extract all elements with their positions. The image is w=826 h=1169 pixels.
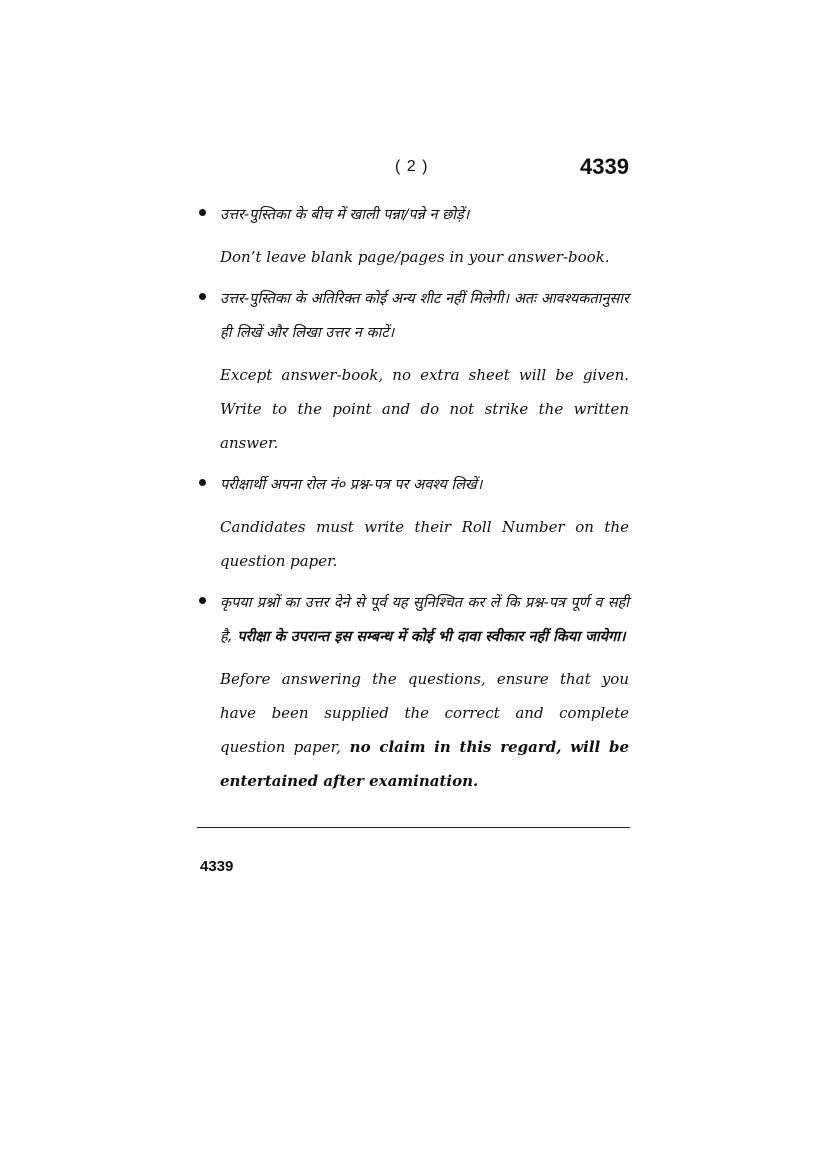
- instruction-hindi: [220, 282, 629, 350]
- instruction-english-text: Don’t leave blank page/pages in your answer-book.: [220, 248, 610, 266]
- instruction-english: [220, 358, 629, 460]
- instruction-english-text: Except answer-book, no extra sheet will be given. Write to the point and do not strike the written answer.: [220, 366, 629, 452]
- bullet-icon: [199, 597, 206, 604]
- instruction-item: [197, 468, 629, 578]
- bullet-icon: [199, 293, 206, 300]
- instruction-hindi-bold-text: परीक्षा के उपरान्त इस सम्बन्ध में कोई भी दावा स्वीकार नहीं किया जायेगा।: [232, 629, 626, 645]
- bullet-icon: [199, 479, 206, 486]
- instruction-hindi-text: उत्तर-पुस्तिका के बीच में खाली पन्ना/पन्ने न छोड़ें।: [220, 207, 470, 223]
- instruction-hindi: [220, 468, 629, 502]
- instruction-hindi: [220, 586, 629, 654]
- bullet-icon: [199, 209, 206, 216]
- instruction-item: [197, 198, 629, 274]
- instruction-hindi-text: परीक्षार्थी अपना रोल नं० प्रश्न-पत्र पर अवश्य लिखें।: [220, 477, 483, 493]
- instruction-item: [197, 282, 629, 460]
- instructions-list: [197, 198, 629, 798]
- instruction-english-bold-text: no claim in this regard, will be entertained after examination.: [220, 738, 629, 790]
- instruction-english-text: Before answering the questions, ensure that you have been supplied the correct and complete question paper,: [220, 670, 629, 756]
- instruction-hindi-text: कृपया प्रश्नों का उत्तर देने से पूर्व यह सुनिश्चित कर लें कि प्रश्न-पत्र पूर्ण व सही है,: [220, 595, 629, 645]
- paper-code-footer: 4339: [200, 858, 234, 875]
- page-number: ( 2 ): [395, 158, 429, 175]
- paper-code-header: 4339: [580, 154, 629, 179]
- divider-line: [197, 827, 630, 828]
- instruction-english-text: Candidates must write their Roll Number on the question paper.: [220, 518, 629, 570]
- instruction-hindi-text: उत्तर-पुस्तिका के अतिरिक्त कोई अन्य शीट नहीं मिलेगी। अतः आवश्यकतानुसार ही लिखें और लिखा उत्तर न काटें।: [220, 291, 629, 341]
- instruction-item: [197, 586, 629, 798]
- instruction-english: [220, 510, 629, 578]
- instruction-english: [220, 662, 629, 798]
- instruction-hindi: [220, 198, 629, 232]
- instruction-english: [220, 240, 629, 274]
